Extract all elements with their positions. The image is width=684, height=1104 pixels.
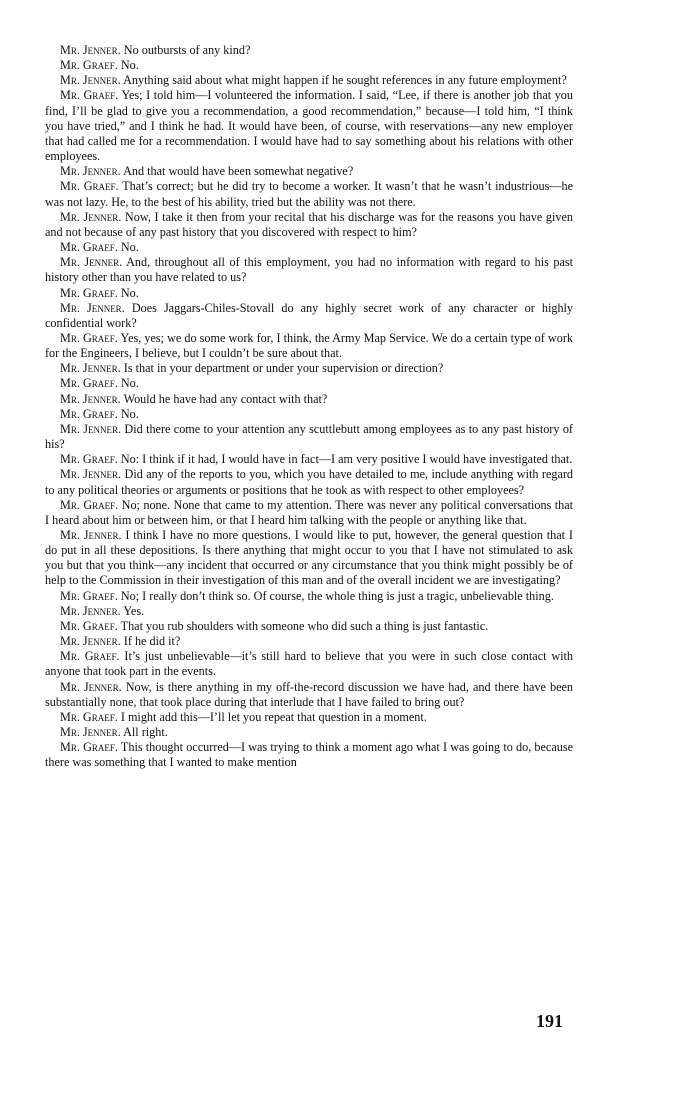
transcript-paragraph [45,376,573,391]
speaker-name: Mr. Graef. [60,709,118,724]
speech-text: Now, is there anything in my off-the-record discussion we have had, and there have been substantially none, that took place during that interlude that I have failed to bring out? [45,679,573,709]
speaker-name: Mr. Jenner. [60,603,121,618]
speech-text: Yes, yes; we do some work for, I think, the Army Map Service. We do a certain type of work for the Engineers, I believe, but I couldn’t be sure about that. [45,330,573,361]
transcript-paragraph [45,589,573,604]
speaker-name: Mr. Graef. [60,376,118,391]
speaker-name: Mr. Jenner. [60,209,122,224]
transcript-paragraph [45,240,573,255]
speech-text: No: I think if it had, I would have in fact—I am very positive I would have investigated that. [120,452,573,467]
transcript-body [45,43,573,771]
speaker-name: Mr. Jenner. [60,634,121,649]
speech-text: No. [120,285,139,300]
speaker-name: Mr. Graef. [60,330,118,345]
transcript-paragraph [45,407,573,422]
speaker-name: Mr. Graef. [60,406,118,421]
speech-text: Is that in your department or under your supervision or direction? [123,361,444,376]
speaker-name: Mr. Graef. [60,285,118,300]
speech-text: No. [120,58,139,73]
speaker-name: Mr. Jenner. [60,528,122,542]
transcript-paragraph [45,634,573,649]
speaker-name: Mr. Graef. [60,240,118,255]
speaker-name: Mr. Jenner. [60,679,122,694]
speaker-name: Mr. Graef. [60,618,118,633]
speech-text: Did any of the reports to you, which you have detailed to me, include anything with regard to any political theories or arguments or positions that he took as with respect to other employees? [45,467,574,497]
speech-text: This thought occurred—I was trying to think a moment ago what I was going to do, because there was something that I wanted to make mention [45,740,573,770]
transcript-paragraph [45,210,573,240]
speech-text: That you rub shoulders with someone who did such a thing is just fantastic. [120,618,489,633]
transcript-paragraph [45,725,573,740]
speech-text: I think I have no more questions. I would like to put, however, the general question that I do put in all these depositions. Is there anything that might occur to you that I have not stimulated to ask you but that you think—any incident that occurred or any circumstance that you think might possibly be of help to the Commission in their investigation of this man and of the overall incident we are investigating? [45,528,573,588]
speaker-name: Mr. Jenner. [60,255,123,270]
speaker-name: Mr. Jenner. [60,391,121,406]
transcript-paragraph [45,88,573,164]
transcript-paragraph [45,422,573,452]
transcript-paragraph [45,452,573,467]
transcript-paragraph [45,179,573,209]
speech-text: Would he have had any contact with that? [123,391,328,406]
speech-text: Did there come to your attention any scuttlebutt among employees as to any past history of his? [45,421,573,452]
speech-text: I might add this—I’ll let you repeat that question in a moment. [120,709,427,724]
speech-text: Anything said about what might happen if he sought references in any future employment? [123,73,567,88]
speaker-name: Mr. Graef. [60,452,118,467]
speech-text: And that would have been somewhat negative? [123,164,354,179]
speaker-name: Mr. Jenner. [60,467,122,482]
speech-text: And, throughout all of this employment, you had no information with regard to his past history other than you have related to us? [45,255,574,285]
speech-text: No. [120,406,139,421]
transcript-paragraph [45,467,573,497]
transcript-paragraph [45,331,573,361]
transcript-paragraph [45,58,573,73]
speaker-name: Mr. Graef. [60,649,120,664]
transcript-paragraph [45,619,573,634]
speaker-name: Mr. Graef. [60,88,119,103]
page-number: 191 [536,1011,563,1031]
transcript-paragraph [45,710,573,725]
speaker-name: Mr. Graef. [60,497,119,512]
speaker-name: Mr. Jenner. [60,73,121,88]
transcript-paragraph [45,604,573,619]
speech-text: If he did it? [123,634,181,649]
transcript-paragraph [45,649,573,679]
speech-text: All right. [123,725,168,740]
speech-text: That’s correct; but he did try to become a worker. It wasn’t that he wasn’t industrious—he was not lazy. He, to the best of his ability, tried but the ability was not there. [45,179,573,209]
transcript-paragraph [45,73,573,88]
speaker-name: Mr. Jenner. [60,164,121,179]
speech-text: No outbursts of any kind? [123,43,251,57]
transcript-paragraph [45,740,573,770]
transcript-paragraph [45,164,573,179]
speech-text: Yes. [123,603,145,618]
speech-text: Now, I take it then from your recital that his discharge was for the reasons you have given and not because of any past history that you discovered with respect to him? [45,209,573,239]
speaker-name: Mr. Jenner. [60,361,121,376]
speaker-name: Mr. Graef. [60,588,118,603]
speaker-name: Mr. Jenner. [60,725,121,740]
speaker-name: Mr. Jenner. [60,43,121,57]
transcript-paragraph [45,255,573,285]
transcript-paragraph [45,498,573,528]
transcript-paragraph [45,361,573,376]
speech-text: Yes; I told him—I volunteered the information. I said, “Lee, if there is another job that you find, I’ll be glad to give you a recommendation, a good recommendation,” because—I told him, “I think you have tried,” and I think he had. It would have been, of course, with reservations—any new employer that had called me for a recommendation. I would have had to say something about his relations with other employees. [45,88,573,164]
speaker-name: Mr. Graef. [60,58,118,73]
speech-text: It’s just unbelievable—it’s still hard to believe that you were in such close contact with anyone that took part in the events. [45,649,573,679]
speaker-name: Mr. Graef. [60,179,119,194]
transcript-paragraph [45,680,573,710]
speaker-name: Mr. Jenner. [60,421,122,436]
speaker-name: Mr. Jenner. [60,300,125,315]
transcript-paragraph [45,528,573,589]
speech-text: Does Jaggars-Chiles-Stovall do any highly secret work of any character or highly confidential work? [45,300,574,330]
speech-text: No; I really don’t think so. Of course, the whole thing is just a tragic, unbelievable thing. [120,588,554,603]
transcript-paragraph [45,43,573,58]
speaker-name: Mr. Graef. [60,740,118,755]
transcript-paragraph [45,286,573,301]
speech-text: No. [120,376,139,391]
transcript-paragraph [45,301,573,331]
speech-text: No; none. None that came to my attention. There was never any political conversations that I heard about him or between him, or that I heard him talking with the people or anything like that. [45,497,574,527]
transcript-paragraph [45,392,573,407]
speech-text: No. [120,240,139,255]
